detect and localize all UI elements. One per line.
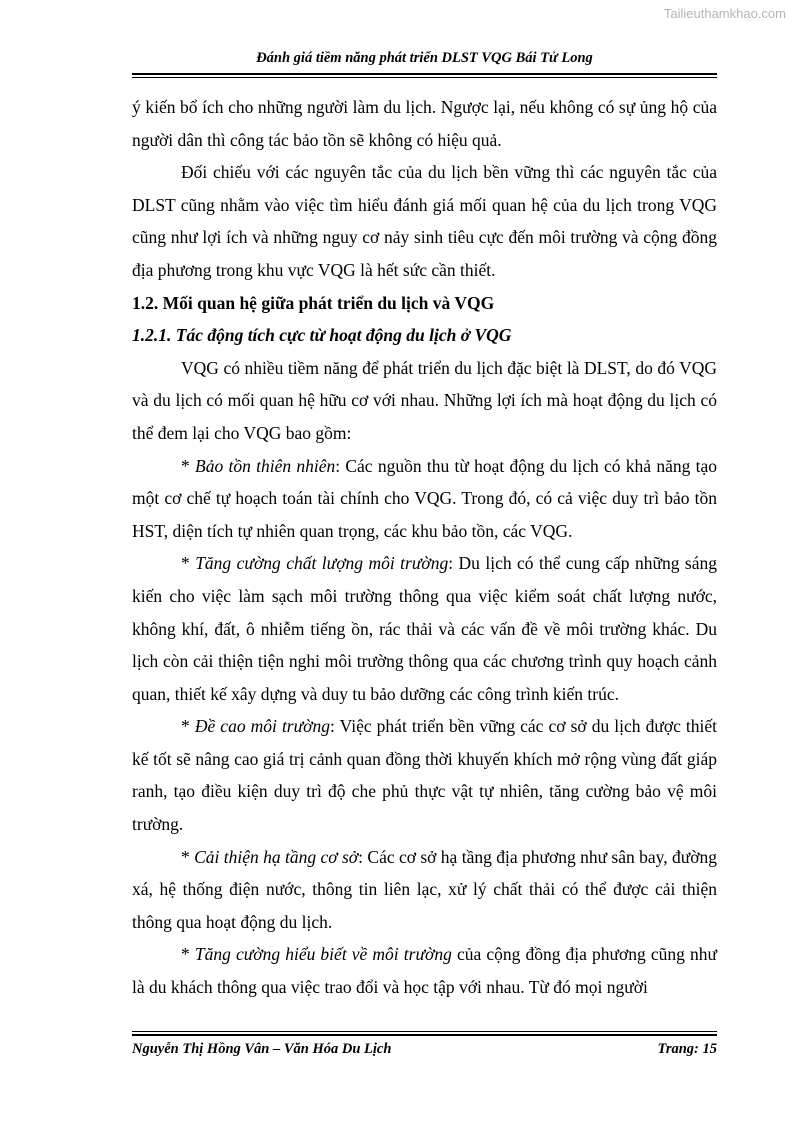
running-header: Đánh giá tiềm năng phát triển DLST VQG Bái Tử Long [256,50,593,66]
running-footer [132,1041,717,1058]
page-number: Trang: 15 [657,1041,717,1057]
bullet-text: : Các cơ sở hạ tầng địa phương như sân bay, đường xá, hệ thống điện nước, thông tin liên lạc, xử lý chất thải có thể được cải thiện thông qua hoạt động du lịch. [132,846,718,932]
bullet-star: * [181,553,196,574]
bullet-paragraph [132,841,717,939]
paragraph: VQG có nhiều tiềm năng để phát triển du lịch đặc biệt là DLST, do đó VQG và du lịch có mối quan hệ hữu cơ với nhau. Những lợi ích mà hoạt động du lịch có thể đem lại cho VQG bao gồm: [132,357,717,443]
bullet-text: của cộng đồng địa phương cũng như là du khách thông qua việc trao đổi và học tập với nhau. Từ đó mọi người [132,944,717,998]
paragraph: ý kiến bổ ích cho những người làm du lịch. Ngược lại, nếu không có sự ủng hộ của người dân thì công tác bảo tồn sẽ không có hiệu quả. [132,97,717,150]
bullet-text: : Các nguồn thu từ hoạt động du lịch có khả năng tạo một cơ chế tự hoạch toán tài chính cho VQG. Trong đó, có cả việc duy trì bảo tồn HST, diện tích tự nhiên quan trọng, các khu bảo tồn, các VQG. [132,455,717,541]
document-body [132,91,717,1004]
bullet-term: Đề cao môi trường [194,716,331,737]
bullet-star: * [181,846,195,867]
section-heading: 1.2. Mối quan hệ giữa phát triển du lịch và VQG [132,292,495,313]
bullet-paragraph [132,710,717,840]
bullet-term: Bảo tồn thiên nhiên [195,455,336,476]
bullet-paragraph [132,938,717,1003]
bullet-text: : Du lịch có thể cung cấp những sáng kiến cho việc làm sạch môi trường thông qua việc kiểm soát chất lượng nước, không khí, đất, ô nhiễm tiếng ồn, rác thải và các vấn đề về môi trường khác. Du lịch còn cải thiện tiện nghi môi trường thông qua các chương trình quy hoạch cảnh quan, thiết kế xây dựng và duy tu bảo dưỡng các công trình kiến trúc. [132,553,717,704]
bullet-star: * [181,944,195,965]
watermark: Tailieuthamkhao.com [663,6,786,21]
bullet-paragraph [132,547,717,710]
header-rule-thick [132,73,717,75]
bullet-text: : Việc phát triển bền vững các cơ sở du lịch được thiết kế tốt sẽ nâng cao giá trị cảnh quan đồng thời khuyến khích mở rộng vùng đất giáp ranh, tạo điều kiện duy trì độ che phủ thực vật tự nhiên, tăng cường bảo vệ môi trường. [132,716,718,835]
header-rule-thin [132,77,717,78]
bullet-star: * [181,455,196,476]
bullet-term: Tăng cường hiểu biết về môi trường [194,944,452,965]
bullet-term: Tăng cường chất lượng môi trường [195,553,449,574]
bullet-star: * [181,716,195,737]
paragraph: Đối chiếu với các nguyên tắc của du lịch bền vững thì các nguyên tắc của DLST cũng nhằm vào việc tìm hiểu đánh giá mối quan hệ của du lịch trong VQG cũng như lợi ích và những nguy cơ nảy sinh tiêu cực đến môi trường và cộng đồng địa phương trong khu vực VQG là hết sức cần thiết. [132,162,717,280]
bullet-term: Cải thiện hạ tầng cơ sở [194,846,359,867]
footer-rule-thick [132,1034,717,1036]
footer-rule-thin [132,1031,717,1032]
subsection-heading: 1.2.1. Tác động tích cực từ hoạt động du lịch ở VQG [132,325,512,346]
footer-author: Nguyễn Thị Hồng Vân – Văn Hóa Du Lịch [132,1041,392,1057]
bullet-paragraph [132,450,717,548]
